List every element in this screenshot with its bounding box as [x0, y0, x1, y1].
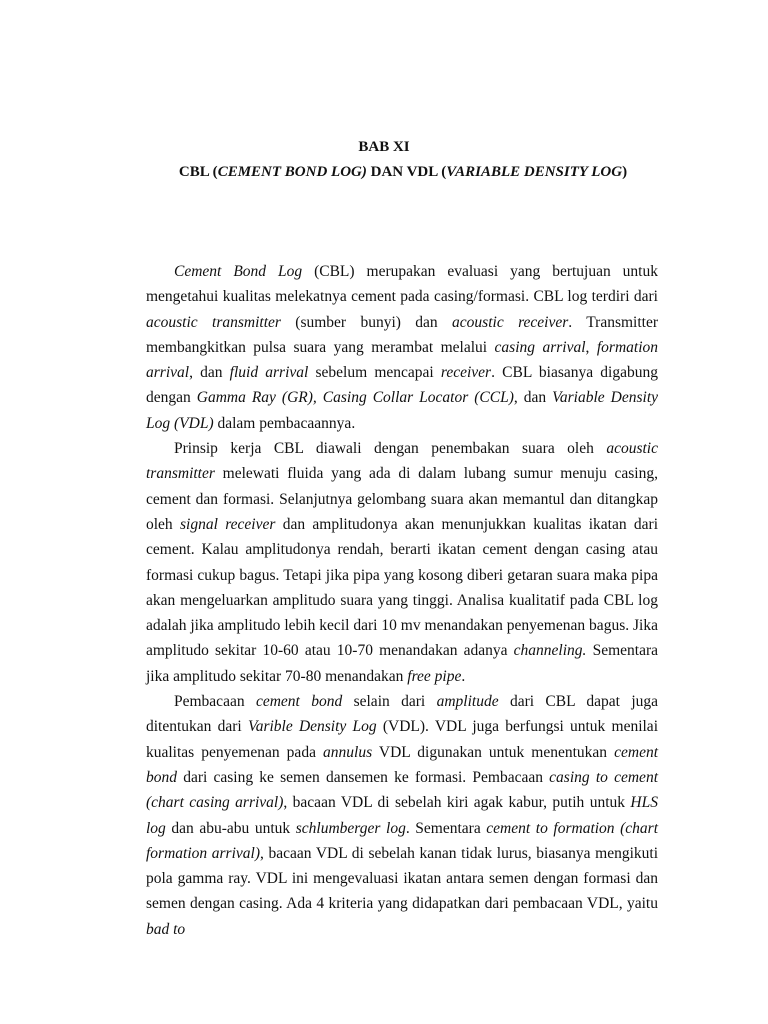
text-italic: acoustic transmitter — [146, 313, 281, 331]
chapter-title-text: DAN VDL ( — [366, 164, 447, 180]
text-italic: free pipe — [407, 667, 462, 685]
text-italic: Varible Density Log — [247, 718, 377, 736]
text-italic: fluid arrival — [229, 364, 309, 382]
text-italic: Variable Density Log (VDL) — [146, 389, 659, 432]
paragraph-cbl-principle — [146, 436, 658, 689]
text-italic: casing arrival — [494, 338, 586, 356]
text-run: dari casing ke semen dansemen ke formasi. Pembacaan — [177, 768, 550, 786]
text-run: melewati fluida yang ada di dalam lubang sumur menuju casing, cement dan formasi. Selanjutnya gelombang suara akan memantul dan ditangkap oleh — [146, 465, 658, 533]
text-italic: casing to cement (chart casing arrival) — [146, 768, 658, 812]
text-run: . Sementara — [405, 819, 487, 837]
text-italic: annulus — [323, 743, 373, 761]
text-italic: cement bond — [255, 693, 343, 711]
text-italic: receiver — [440, 364, 492, 382]
text-run: , bacaan VDL di sebelah kanan tidak lurus, biasanya mengikuti pola gamma ray. VDL ini mengevaluasi ikatan antara semen dengan formasi dan semen dengan casing. Ada 4 kriteria yang didapatkan dari pembacaan VDL, yaitu — [146, 844, 658, 913]
text-italic: amplitude — [436, 693, 499, 711]
paragraph-cbl-definition — [146, 259, 658, 436]
text-italic: acoustic receiver — [452, 313, 569, 331]
text-run: , dan — [189, 364, 230, 382]
text-italic: Cement Bond Log — [174, 263, 303, 280]
text-italic: channeling. — [513, 642, 587, 660]
text-italic: signal receiver — [180, 515, 276, 533]
text-run: Sementara jika amplitudo sekitar 70-80 menandakan — [146, 642, 658, 685]
text-run: Prinsip kerja CBL diawali dengan penembakan suara oleh — [174, 440, 607, 458]
text-run: Pembacaan — [174, 693, 256, 711]
text-run: dan abu-abu untuk — [165, 819, 296, 837]
chapter-number: BAB XI — [358, 139, 410, 155]
text-italic: formation arrival — [146, 338, 659, 382]
chapter-title-italic: CEMENT BOND LOG) — [217, 164, 367, 180]
text-run: dalam pembacaannya. — [213, 414, 356, 432]
text-run: VDL digunakan untuk menentukan — [372, 743, 615, 761]
text-run: , dan — [513, 389, 553, 407]
text-italic: schlumberger log — [295, 819, 406, 837]
chapter-title — [0, 162, 768, 182]
paragraph-vdl-reading — [146, 689, 658, 942]
text-run: dan amplitudonya akan menunjukkan kualitas ikatan dari cement. Kalau amplitudonya rendah, berarti ikatan cement dengan casing atau formasi cukup bagus. Tetapi jika pipa yang kosong diberi getaran suara maka pipa akan mengeluarkan amplitudo suara yang tinggi. Analisa kualitatif pada CBL log adalah jika amplitudo lebih kecil dari 10 mv menandakan penyemenan bagus. Jika amplitudo sekitar 10-60 atau 10-70 menandakan adanya — [146, 515, 658, 660]
text-run: (CBL) merupakan evaluasi yang bertujuan untuk mengetahui kualitas melekatnya cement pada casing/formasi. CBL log terdiri dari — [146, 263, 658, 306]
text-run: . — [461, 667, 466, 685]
text-italic: Gamma Ray (GR), Casing Collar Locator (CCL) — [196, 389, 514, 407]
text-run: . Transmitter membangkitkan pulsa suara yang merambat melalui — [146, 313, 658, 356]
text-italic: acoustic transmitter — [146, 440, 658, 483]
text-run: selain dari — [342, 693, 437, 711]
text-italic: HLS log — [146, 794, 658, 837]
chapter-title-text: ) — [622, 164, 628, 180]
text-run: (sumber bunyi) dan — [280, 313, 453, 331]
chapter-title-italic: VARIABLE DENSITY LOG — [446, 164, 623, 180]
body-text — [146, 259, 658, 942]
text-run: dari CBL dapat juga ditentukan dari — [146, 693, 658, 736]
text-run: . CBL biasanya digabung dengan — [146, 364, 658, 407]
chapter-title-text: CBL ( — [178, 164, 218, 180]
text-run: sebelum mencapai — [308, 364, 441, 382]
text-run: (VDL). VDL juga berfungsi untuk menilai kualitas penyemenan pada — [146, 718, 658, 761]
text-run: , bacaan VDL di sebelah kiri agak kabur, putih untuk — [283, 794, 631, 812]
text-run: , — [585, 338, 597, 356]
text-italic: cement to formation (chart formation arrival) — [146, 819, 659, 862]
text-italic: cement bond — [146, 743, 659, 786]
text-italic: bad to — [146, 920, 186, 938]
